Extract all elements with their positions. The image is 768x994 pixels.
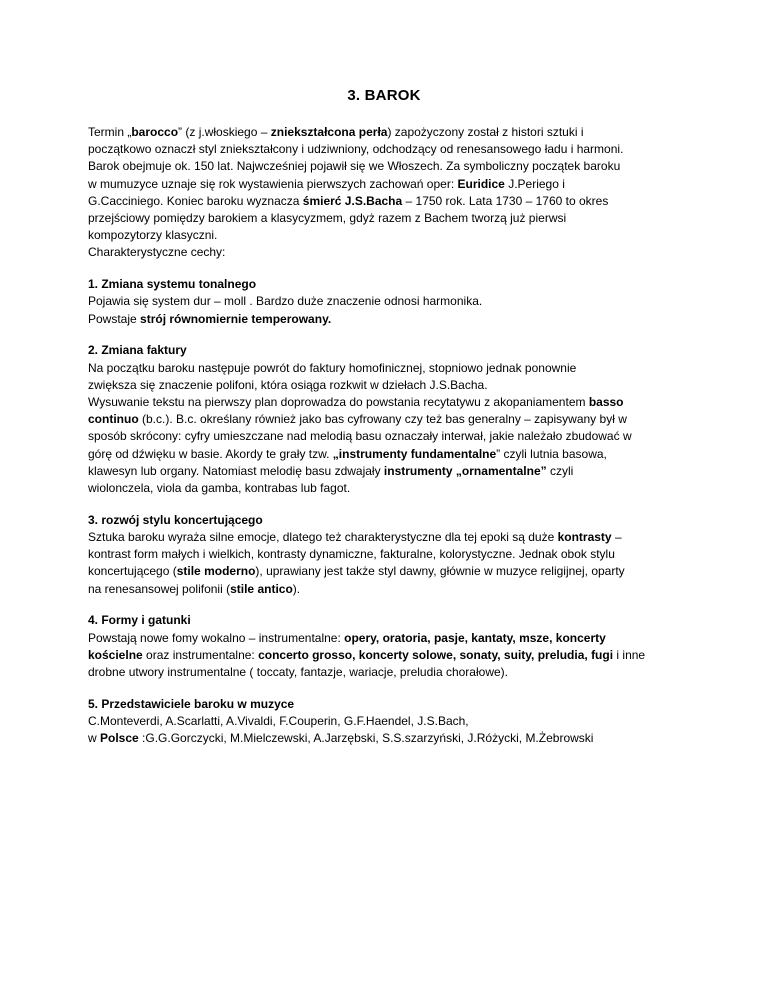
text-run: ) zapożyczony został z histori sztuki i bbox=[387, 125, 584, 139]
bold-term: stile moderno bbox=[176, 564, 256, 579]
text-line: drobne utwory instrumentalne ( toccaty, fantazje, wariacje, preludia chorałowe). bbox=[88, 665, 508, 680]
bold-term: basso bbox=[588, 395, 624, 410]
bold-term: śmierć J.S.Bacha bbox=[302, 193, 403, 208]
section-tonal-system bbox=[88, 276, 688, 328]
text-line: zwiększa się znaczenie polifoni, która osiąga rozkwit w dziełach J.S.Bacha. bbox=[88, 377, 488, 392]
text-run: ). bbox=[292, 581, 301, 596]
text-run: i inne bbox=[613, 647, 646, 662]
text-run: Powstaje bbox=[88, 311, 141, 326]
text-line bbox=[88, 446, 688, 463]
text-line: przejściowy pomiędzy barokiem a klasycyzmem, gdyż razem z Bachem tworzą już pierwsi bbox=[88, 211, 567, 226]
text-run: w bbox=[88, 731, 100, 746]
bold-term: „instrumenty fundamentalne bbox=[332, 446, 497, 461]
text-line: C.Monteverdi, A.Scarlatti, A.Vivaldi, F.Couperin, G.F.Haendel, J.S.Bach, bbox=[88, 714, 469, 729]
section-heading: 3. rozwój stylu koncertującego bbox=[88, 512, 263, 527]
text-line bbox=[88, 647, 688, 664]
bold-term: Polsce bbox=[100, 731, 139, 746]
section-forms-genres bbox=[88, 612, 688, 681]
paragraph-gap bbox=[88, 681, 688, 696]
bold-term: strój równomiernie temperowany. bbox=[140, 311, 332, 326]
text-line: Pojawia się system dur – moll . Bardzo duże znaczenie odnosi harmonika. bbox=[88, 294, 483, 309]
text-run: G.Cacciniego. Koniec baroku wyznacza bbox=[88, 193, 303, 208]
text-line: kontrast form małych i wielkich, kontrasty dynamiczne, fakturalne, kolorystyczne. Jednak obok stylu bbox=[88, 547, 615, 562]
bold-term: instrumenty „ornamentalne” bbox=[383, 463, 547, 478]
text-run: :G.G.Gorczycki, M.Mielczewski, A.Jarzębski, S.S.szarzyński, J.Różycki, M.Żebrowski bbox=[138, 731, 594, 746]
text-run: Powstają nowe fomy wokalno – instrumentalne: bbox=[88, 630, 345, 645]
text-run: Wysuwanie tekstu na pierwszy plan doprowadza do powstania recytatywu z akopaniamentem bbox=[88, 395, 589, 410]
text-run: klawesyn lub organy. Natomiast melodię basu zdwajały bbox=[88, 463, 384, 478]
text-run: – bbox=[611, 530, 622, 545]
section-heading: 2. Zmiana faktury bbox=[88, 343, 187, 358]
text-line bbox=[88, 563, 688, 580]
text-line: Charakterystyczne cechy: bbox=[88, 245, 226, 260]
text-line bbox=[88, 529, 688, 546]
bold-term: concerto grosso, koncerty solowe, sonaty, suity, preludia, fugi bbox=[258, 647, 614, 662]
text-run: Termin „ bbox=[88, 125, 132, 139]
text-line bbox=[88, 176, 688, 193]
text-line: Barok obejmuje ok. 150 lat. Najwcześniej pojawił się we Włoszech. Za symboliczny początek baroku bbox=[88, 159, 621, 174]
paragraph-gap bbox=[88, 598, 688, 613]
paragraph-gap bbox=[88, 497, 688, 512]
text-run: (b.c.). B.c. określany również jako bas cyfrowany czy też bas generalny – zapisywany był w bbox=[138, 412, 627, 427]
section-texture bbox=[88, 342, 688, 497]
text-run: ” (z j.włoskiego – bbox=[178, 125, 271, 139]
bold-term: barocco bbox=[131, 125, 179, 139]
text-line: wiolonczela, viola da gamba, kontrabas lub fagot. bbox=[88, 481, 351, 496]
text-line bbox=[88, 730, 688, 747]
section-heading: 1. Zmiana systemu tonalnego bbox=[88, 277, 257, 292]
text-run: – 1750 rok. Lata 1730 – 1760 to okres bbox=[402, 193, 609, 208]
text-line bbox=[88, 394, 688, 411]
text-line bbox=[88, 193, 688, 210]
section-representatives bbox=[88, 696, 688, 748]
page-title: 3. BAROK bbox=[347, 87, 421, 104]
section-concertato-style bbox=[88, 512, 688, 598]
text-line bbox=[88, 581, 688, 598]
text-line: sposób skrócony: cyfry umieszczane nad melodią basu oznaczały interwał, jakie należało zbudować w bbox=[88, 429, 632, 444]
text-line: początkowo oznaczł styl zniekształcony i udziwniony, odchodzący od renesansowego ładu i harmoni. bbox=[88, 142, 624, 157]
text-line bbox=[88, 311, 688, 328]
text-run: w mumuzyce uznaje się rok wystawienia pierwszych zachowań oper: bbox=[88, 176, 458, 191]
text-run: ” czyli lutnia basowa, bbox=[496, 446, 607, 461]
document-body bbox=[88, 124, 688, 747]
section-heading: 5. Przedstawiciele baroku w muzyce bbox=[88, 696, 295, 711]
bold-term: kościelne bbox=[88, 647, 143, 662]
bold-term: opery, oratoria, pasje, kantaty, msze, koncerty bbox=[344, 630, 606, 645]
bold-term: continuo bbox=[88, 412, 139, 427]
text-run: czyli bbox=[546, 463, 574, 478]
section-heading: 4. Formy i gatunki bbox=[88, 613, 191, 628]
text-run: górę od dźwięku w basie. Akordy te grały tzw. bbox=[88, 446, 333, 461]
text-run: ), uprawiany jest także styl dawny, głównie w muzyce religijnej, oparty bbox=[255, 564, 625, 579]
bold-term: Euridice bbox=[457, 176, 505, 191]
paragraph-gap bbox=[88, 328, 688, 343]
paragraph-gap bbox=[88, 262, 688, 277]
text-line: Na początku baroku następuje powrót do faktury homofinicznej, stopniowo jednak ponownie bbox=[88, 360, 577, 375]
text-line bbox=[88, 463, 688, 480]
text-run: Sztuka baroku wyraża silne emocje, dlatego też charakterystyczne dla tej epoki są duże bbox=[88, 530, 558, 545]
bold-term: kontrasty bbox=[557, 530, 612, 545]
text-line bbox=[88, 124, 688, 141]
bold-term: zniekształcona perła bbox=[270, 125, 388, 139]
text-line: kompozytorzy klasyczni. bbox=[88, 228, 218, 243]
text-run: oraz instrumentalne: bbox=[142, 647, 259, 662]
text-line bbox=[88, 630, 688, 647]
text-run: J.Periego i bbox=[504, 176, 565, 191]
text-line bbox=[88, 411, 688, 428]
bold-term: stile antico bbox=[230, 581, 293, 596]
intro-paragraph bbox=[88, 124, 688, 262]
text-run: na renesansowej polifonii ( bbox=[88, 581, 231, 596]
text-run: koncertującego ( bbox=[88, 564, 177, 579]
